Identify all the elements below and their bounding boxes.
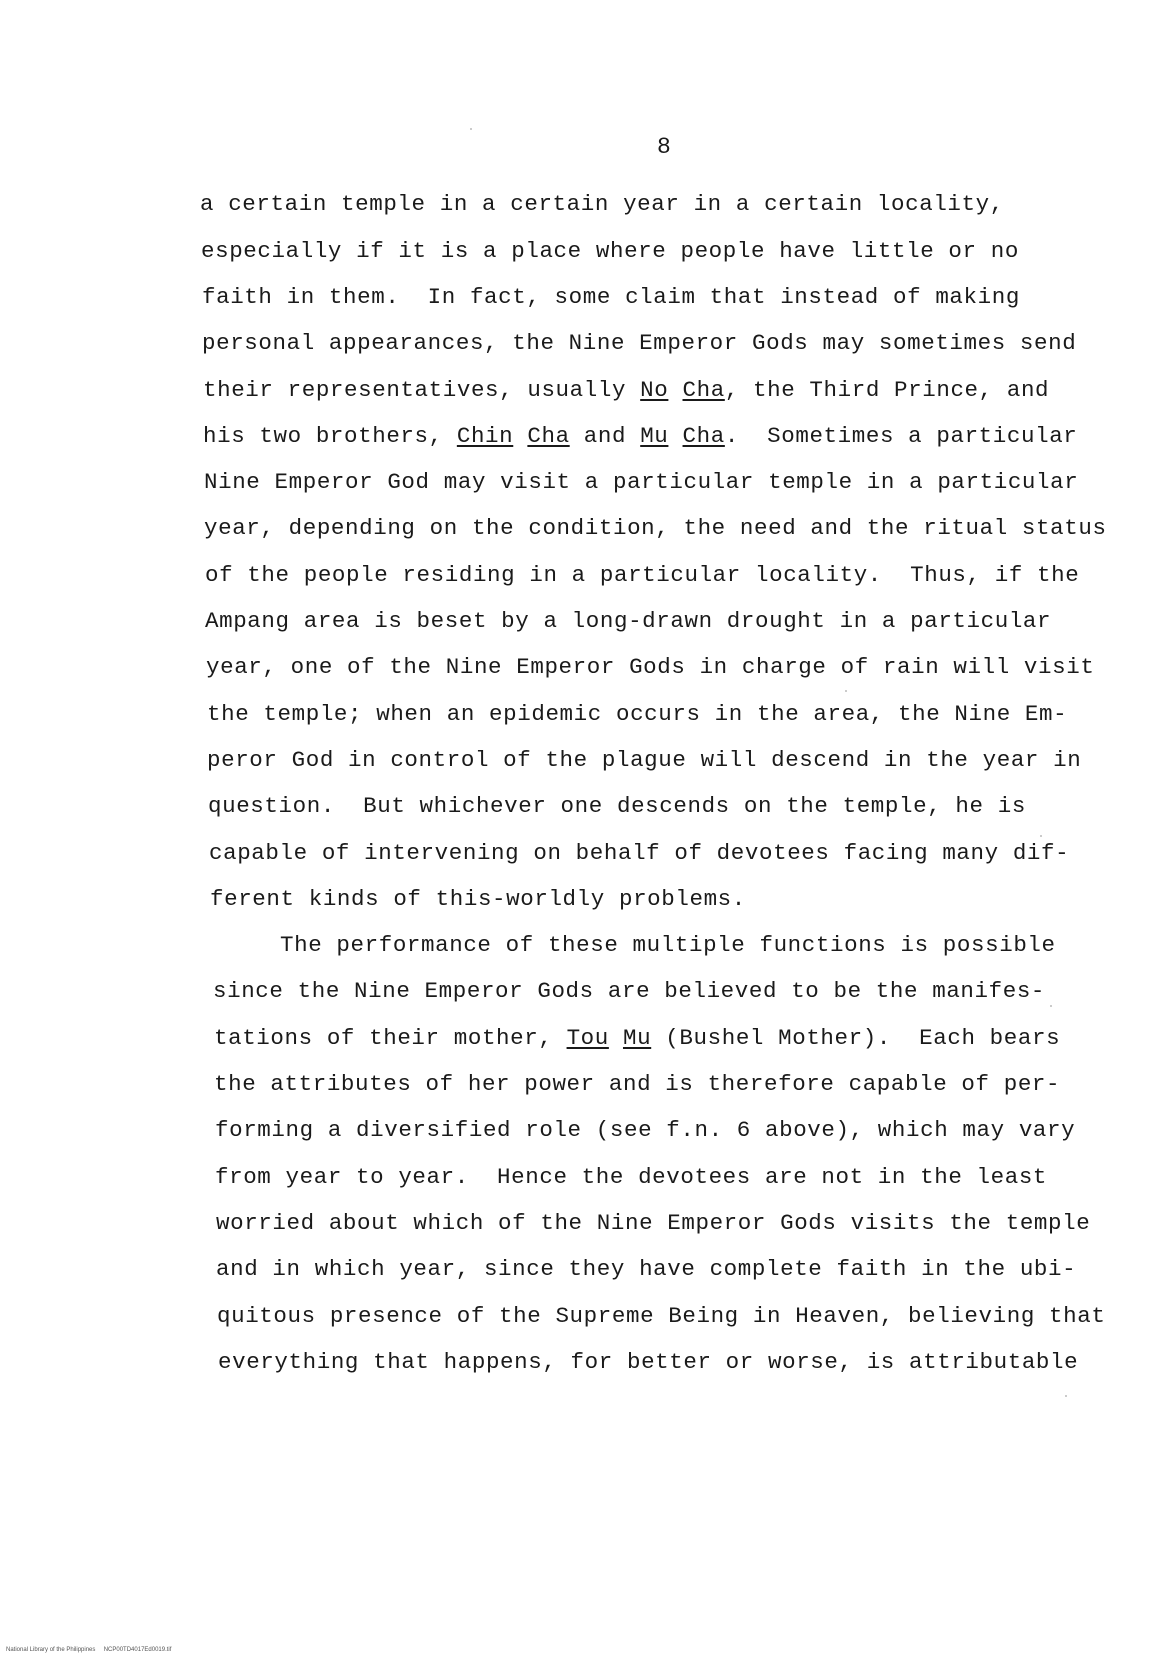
- text-run: [668, 377, 682, 403]
- text-run: tations of their mother,: [214, 1025, 567, 1051]
- scan-speck: [470, 128, 472, 130]
- text-line: Nine Emperor God may visit a particular temple in a particular: [204, 469, 1079, 495]
- text-line: of the people residing in a particular locality. Thus, if the: [205, 562, 1080, 588]
- underlined-name: Tou: [566, 1025, 609, 1051]
- underlined-name: Cha: [682, 423, 725, 449]
- text-run: , the Third Prince, and: [724, 377, 1050, 403]
- text-line: personal appearances, the Nine Emperor Gods may sometimes send: [202, 330, 1077, 356]
- scan-speck: [1050, 1005, 1052, 1007]
- text-run: . Sometimes a particular: [724, 423, 1078, 449]
- text-line: the attributes of her power and is therefore capable of per-: [214, 1071, 1061, 1097]
- text-line: [203, 379, 1049, 402]
- text-run: [513, 423, 527, 449]
- text-run: [668, 423, 682, 449]
- text-run: their representatives, usually: [203, 377, 641, 403]
- text-line: [203, 425, 1077, 448]
- text-line: peror God in control of the plague will descend in the year in: [207, 747, 1082, 773]
- text-line: year, one of the Nine Emperor Gods in charge of rain will visit: [206, 654, 1095, 680]
- text-line: the temple; when an epidemic occurs in the area, the Nine Em-: [207, 701, 1068, 727]
- underlined-name: Mu: [640, 423, 669, 449]
- underlined-name: Chin: [456, 423, 514, 449]
- text-run: his two brothers,: [203, 423, 457, 449]
- text-run: and: [569, 423, 641, 449]
- text-line: ferent kinds of this-worldly problems.: [210, 886, 746, 912]
- scan-speck: [1040, 835, 1042, 837]
- text-line: capable of intervening on behalf of devotees facing many dif-: [209, 840, 1070, 866]
- text-run: (Bushel Mother). Each bears: [651, 1025, 1061, 1051]
- text-run: [609, 1025, 623, 1051]
- underlined-name: Cha: [682, 377, 725, 403]
- text-line: everything that happens, for better or worse, is attributable: [218, 1349, 1079, 1375]
- text-line: especially if it is a place where people have little or no: [201, 238, 1019, 264]
- text-line: faith in them. In fact, some claim that instead of making: [202, 284, 1020, 310]
- text-line: quitous presence of the Supreme Being in Heaven, believing that: [217, 1303, 1106, 1329]
- page-number: 8: [657, 134, 672, 160]
- scan-speck: [1065, 1395, 1067, 1397]
- text-line: year, depending on the condition, the need and the ritual status: [204, 515, 1107, 541]
- text-line: forming a diversified role (see f.n. 6 above), which may vary: [215, 1117, 1076, 1143]
- text-line: The performance of these multiple functions is possible: [280, 932, 1056, 958]
- scan-footer: National Library of the Philippines NCP00TD4017Ed0019.tif: [6, 1647, 172, 1653]
- underlined-name: No: [640, 377, 669, 403]
- text-line: from year to year. Hence the devotees are not in the least: [215, 1164, 1048, 1190]
- text-line: a certain temple in a certain year in a certain locality,: [200, 191, 1004, 217]
- scan-speck: [845, 690, 847, 692]
- text-line: [214, 1027, 1060, 1050]
- underlined-name: Cha: [527, 423, 570, 449]
- text-line: since the Nine Emperor Gods are believed to be the manifes-: [213, 978, 1046, 1004]
- text-line: Ampang area is beset by a long-drawn drought in a particular: [205, 608, 1052, 634]
- text-line: worried about which of the Nine Emperor Gods visits the temple: [216, 1210, 1091, 1236]
- underlined-name: Mu: [622, 1025, 652, 1051]
- text-line: and in which year, since they have complete faith in the ubi-: [216, 1256, 1077, 1282]
- text-line: question. But whichever one descends on the temple, he is: [208, 793, 1026, 819]
